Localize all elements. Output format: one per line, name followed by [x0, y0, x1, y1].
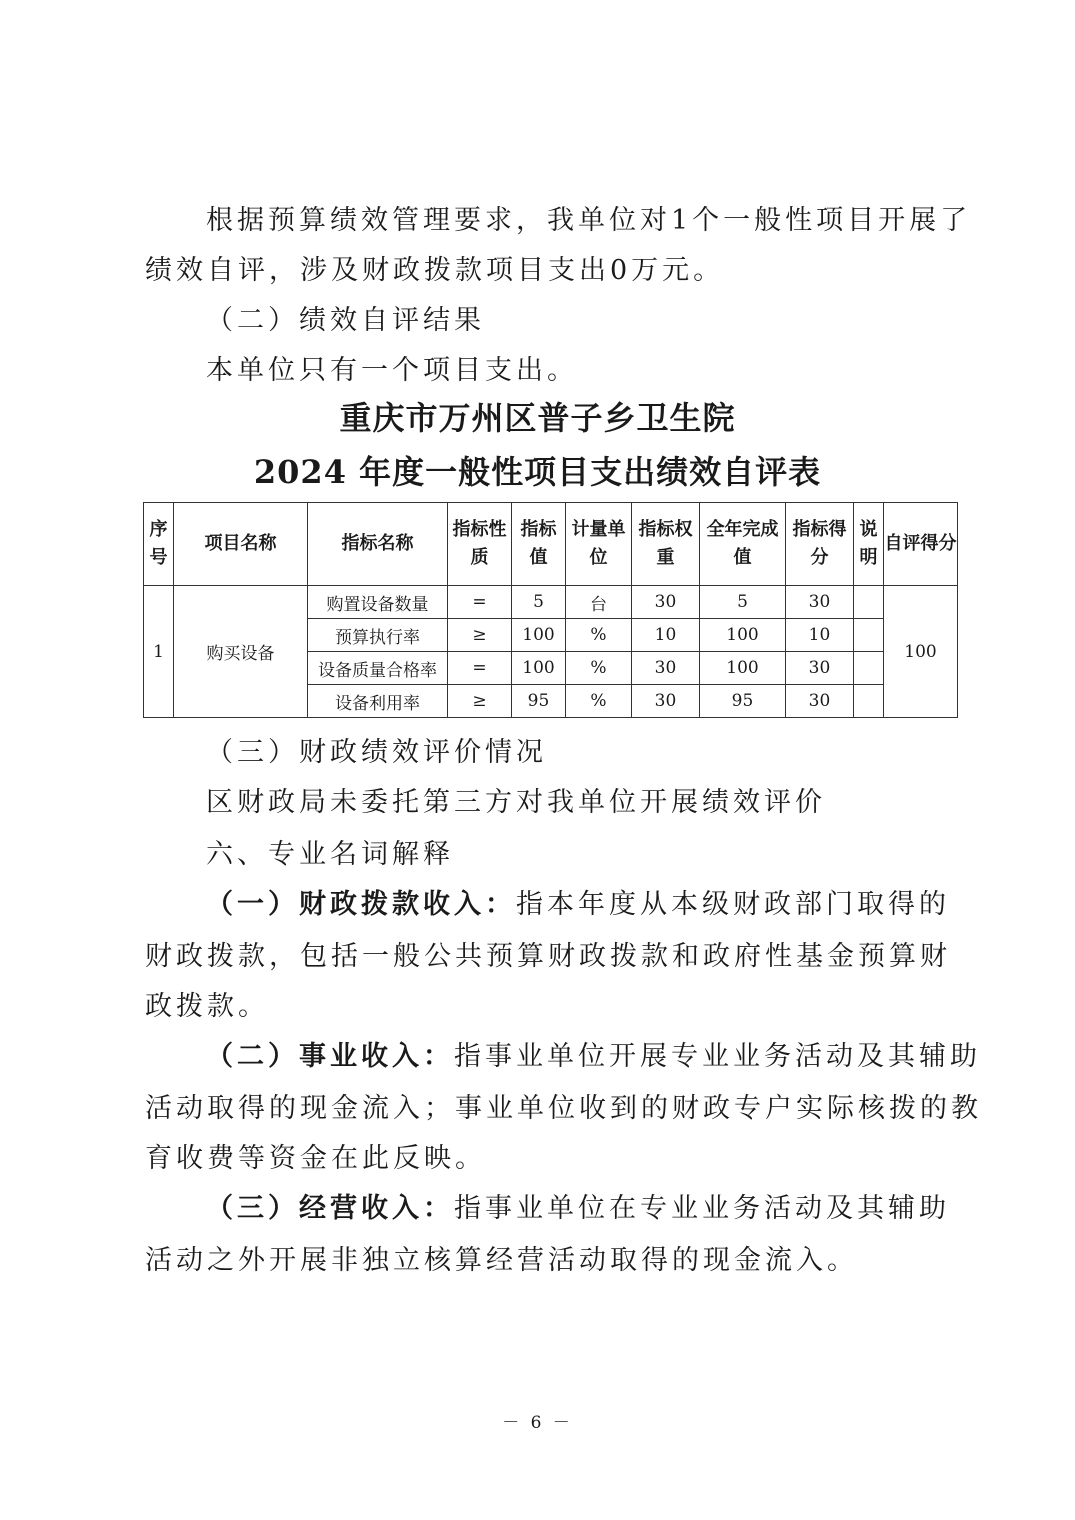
table-title-line2: 2024 年度一般性项目支出绩效自评表 [253, 453, 822, 491]
section3-heading: （三）财政绩效评价情况 [206, 737, 547, 768]
cell-weight: 10 [632, 619, 700, 652]
section3-text: 区财政局未委托第三方对我单位开展绩效评价 [206, 787, 826, 818]
header-actual: 全年完成值 [700, 503, 786, 586]
term3-label: （三）经营收入： [206, 1193, 454, 1224]
cell-value: 5 [512, 586, 566, 619]
cell-weight: 30 [632, 685, 700, 718]
page-number: － 6 － [502, 1413, 573, 1433]
term1-line2: 财政拨款，包括一般公共预算财政拨款和政府性基金预算财 [145, 941, 951, 972]
term2-line2: 活动取得的现金流入；事业单位收到的财政专户实际核拨的教 [145, 1093, 982, 1124]
term3-line2: 活动之外开展非独立核算经营活动取得的现金流入。 [145, 1245, 858, 1276]
cell-nature: ≥ [448, 685, 512, 718]
cell-actual: 100 [700, 652, 786, 685]
cell-indicator-name: 设备质量合格率 [308, 652, 448, 685]
intro-heading-2: （二）绩效自评结果 [206, 305, 485, 336]
cell-score: 30 [786, 586, 854, 619]
cell-actual: 95 [700, 685, 786, 718]
header-weight: 指标权重 [632, 503, 700, 586]
cell-weight: 30 [632, 652, 700, 685]
cell-note [854, 619, 884, 652]
cell-unit: 台 [566, 586, 632, 619]
cell-project-name: 购买设备 [174, 586, 308, 718]
cell-value: 100 [512, 652, 566, 685]
term2-line1 [206, 1040, 981, 1074]
cell-actual: 5 [700, 586, 786, 619]
table-header-row [144, 503, 958, 586]
section6-heading: 六、专业名词解释 [206, 839, 454, 870]
cell-note [854, 685, 884, 718]
term1-line3: 政拨款。 [145, 991, 269, 1022]
term1-def-start: 指本年度从本级财政部门取得的 [516, 889, 950, 920]
cell-self-score: 100 [884, 586, 958, 718]
cell-unit: % [566, 685, 632, 718]
term2-label: （二）事业收入： [206, 1041, 454, 1072]
table-row [144, 586, 958, 619]
cell-note [854, 586, 884, 619]
header-project-name: 项目名称 [174, 503, 308, 586]
term3-def-start: 指事业单位在专业业务活动及其辅助 [454, 1193, 950, 1224]
term2-line3: 育收费等资金在此反映。 [145, 1143, 486, 1174]
cell-actual: 100 [700, 619, 786, 652]
cell-nature: = [448, 652, 512, 685]
cell-score: 10 [786, 619, 854, 652]
cell-score: 30 [786, 652, 854, 685]
cell-value: 100 [512, 619, 566, 652]
intro-para1-line2: 绩效自评，涉及财政拨款项目支出0万元。 [145, 255, 725, 286]
intro-para1-line1: 根据预算绩效管理要求，我单位对1个一般性项目开展了 [206, 205, 972, 236]
cell-weight: 30 [632, 586, 700, 619]
cell-indicator-name: 设备利用率 [308, 685, 448, 718]
header-indicator-name: 指标名称 [308, 503, 448, 586]
header-score: 指标得分 [786, 503, 854, 586]
table-title-line1: 重庆市万州区普子乡卫生院 [339, 399, 736, 437]
header-seq: 序号 [144, 503, 174, 586]
evaluation-table [143, 502, 958, 718]
term1-label: （一）财政拨款收入： [206, 889, 516, 920]
cell-note [854, 652, 884, 685]
cell-indicator-name: 预算执行率 [308, 619, 448, 652]
term1-line1 [206, 888, 950, 922]
cell-nature: ≥ [448, 619, 512, 652]
cell-score: 30 [786, 685, 854, 718]
header-note: 说明 [854, 503, 884, 586]
cell-unit: % [566, 652, 632, 685]
cell-indicator-name: 购置设备数量 [308, 586, 448, 619]
term3-line1 [206, 1192, 950, 1226]
cell-value: 95 [512, 685, 566, 718]
header-unit: 计量单位 [566, 503, 632, 586]
cell-nature: = [448, 586, 512, 619]
header-indicator-value: 指标值 [512, 503, 566, 586]
term2-def-start: 指事业单位开展专业业务活动及其辅助 [454, 1041, 981, 1072]
header-self-score: 自评得分 [884, 503, 958, 586]
cell-unit: % [566, 619, 632, 652]
cell-seq: 1 [144, 586, 174, 718]
header-indicator-nature: 指标性质 [448, 503, 512, 586]
intro-para2: 本单位只有一个项目支出。 [206, 355, 578, 386]
